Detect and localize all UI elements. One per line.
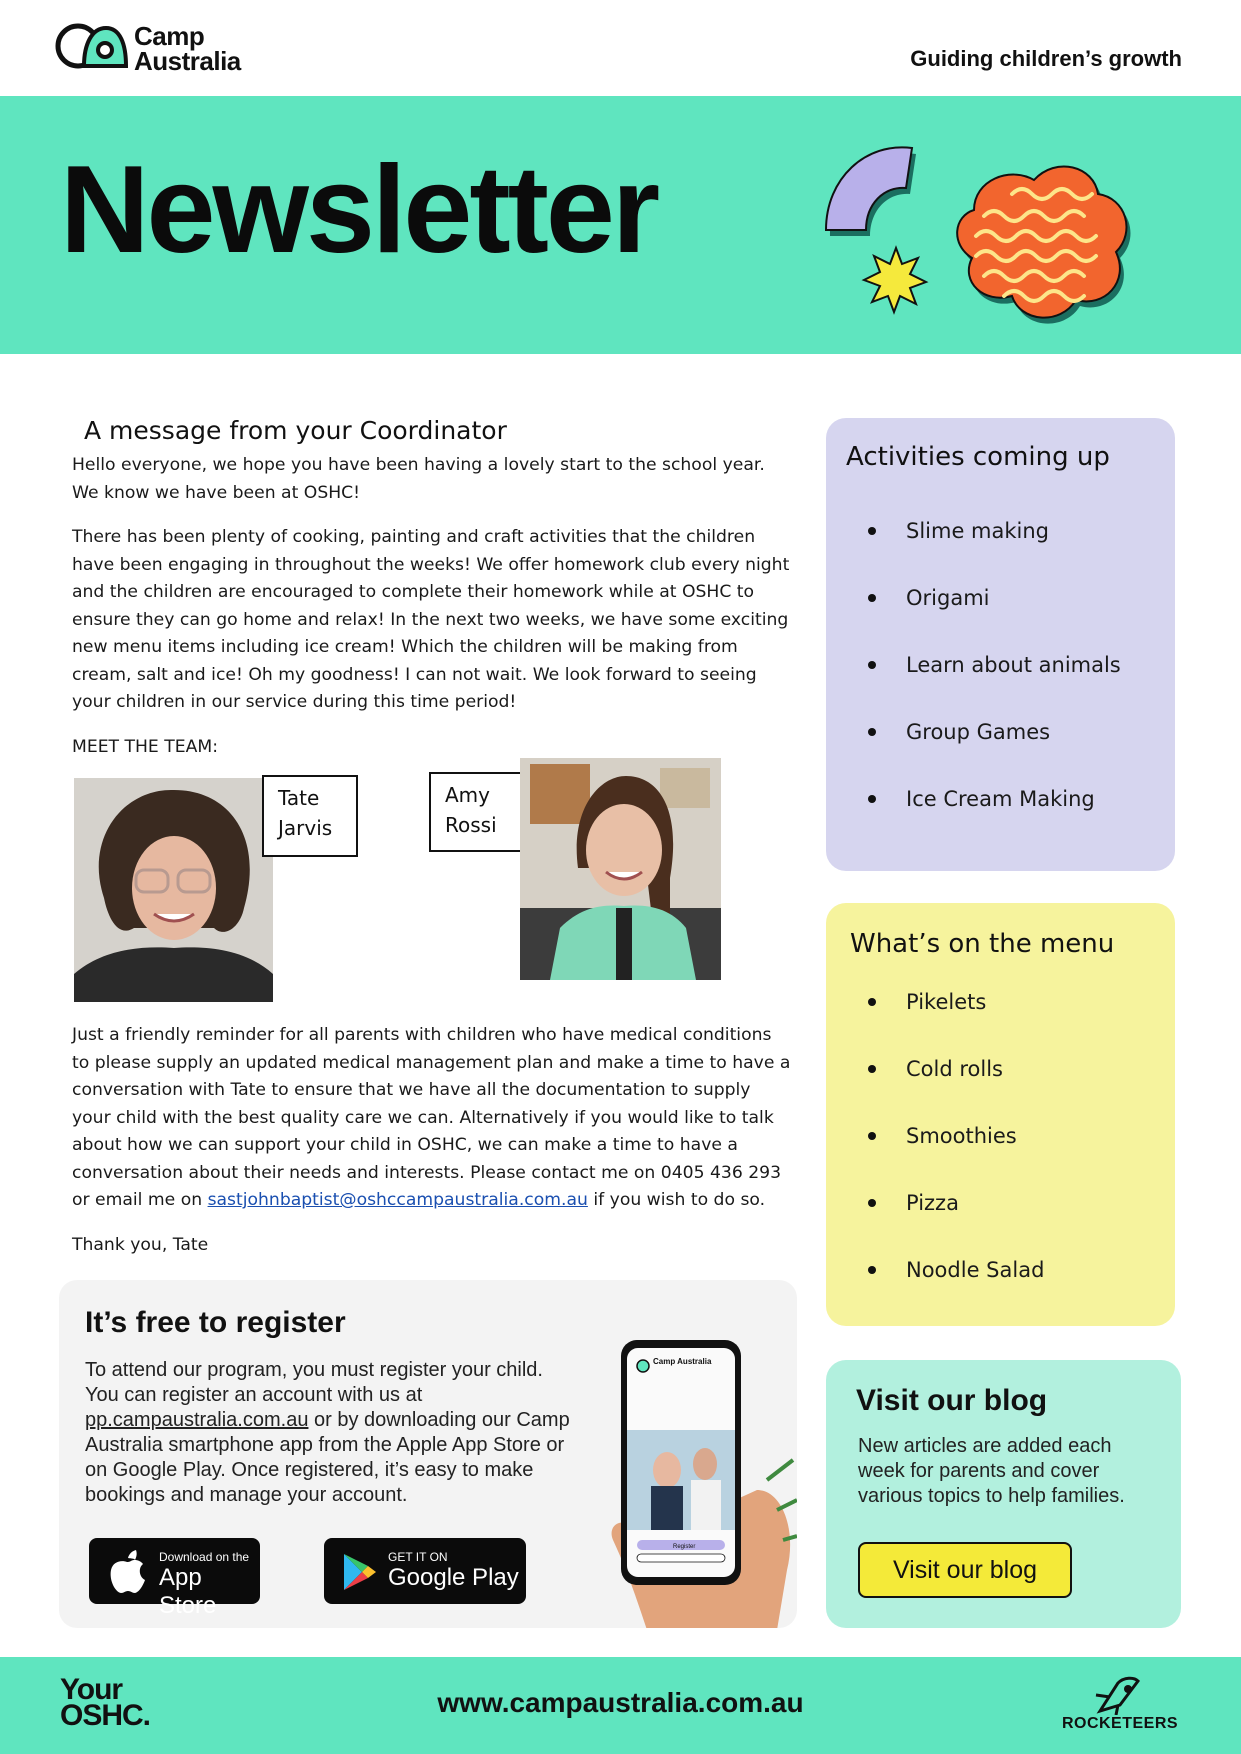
contact-email-link[interactable]: sastjohnbaptist@oshccampaustralia.com.au <box>207 1190 588 1210</box>
your-oshc-logo: Your OSHC. <box>60 1673 151 1732</box>
camp-australia-logo-icon <box>54 22 130 70</box>
register-title: It’s free to register <box>85 1306 346 1339</box>
rocketeers-logo <box>1050 1675 1190 1745</box>
logo-wordmark: Camp Australia <box>134 21 241 76</box>
rocket-icon <box>1090 1675 1150 1715</box>
menu-title: What’s on the menu <box>850 929 1115 959</box>
app-store-small-text: Download on the <box>159 1550 250 1564</box>
list-item: Ice Cream Making <box>858 784 1121 851</box>
parent-portal-link[interactable]: pp.campaustralia.com.au <box>85 1409 309 1431</box>
app-store-button[interactable] <box>89 1538 260 1619</box>
visit-blog-button[interactable]: Visit our blog <box>858 1542 1072 1598</box>
phone-logo-text: Camp Australia <box>653 1357 712 1366</box>
menu-list <box>858 987 1044 1322</box>
menu-panel <box>826 903 1175 1326</box>
blog-title: Visit our blog <box>856 1384 1048 1417</box>
coordinator-heading: A message from your Coordinator <box>84 416 507 445</box>
list-item: Group Games <box>858 717 1121 784</box>
amy-portrait-image <box>520 758 721 980</box>
activities-title: Activities coming up <box>846 442 1110 472</box>
amy-name-label: Amy Rossi <box>429 772 525 852</box>
app-store-big-text: App Store <box>159 1564 217 1619</box>
medical-reminder-paragraph: Just a friendly reminder for all parents with children who have medical conditions to please supply an updated medical management plan and make a time to have a conversation with Tate to ensure that we have all the documentation to supply your child with the best quality care we can. Alternatively if you would like to talk about how we can support your child in OSHC, we can make a time to have a conversation about their needs and interests. Please contact me on 0405 436 293 or email me on sastjohnbaptist@oshccampaustralia.com.au if you wish to do so. <box>72 1025 791 1210</box>
google-play-icon <box>342 1552 378 1592</box>
amy-rossi-photo <box>520 758 721 980</box>
phone-register-button: Register <box>673 1544 696 1550</box>
list-item: Noodle Salad <box>858 1255 1044 1322</box>
camp-australia-logo <box>54 22 254 78</box>
google-play-button[interactable] <box>324 1538 526 1604</box>
meet-the-team-label: MEET THE TEAM: <box>72 737 218 757</box>
google-play-small-text: GET IT ON <box>388 1550 448 1564</box>
tate-name-label: Tate Jarvis <box>262 775 358 857</box>
blog-panel <box>826 1360 1181 1628</box>
google-play-big-text: Google Play <box>388 1564 519 1591</box>
signoff: Thank you, Tate <box>72 1235 209 1255</box>
tagline: Guiding children’s growth <box>910 46 1182 71</box>
intro-paragraph: Hello everyone, we hope you have been having a lovely start to the school year. We know we have been at OSHC! <box>72 455 765 503</box>
list-item: Pizza <box>858 1188 1044 1255</box>
activities-paragraph: There has been plenty of cooking, painting and craft activities that the children have been engaging in throughout the weeks! We offer homework club every night and the children are encouraged to complete their homework while at OSHC to ensure they can go home and relax! In the next two weeks, we have some exciting new menu items including ice cream! Which the children will be making from cream, salt and ice! Oh my goodness! I can not wait. We look forward to seeing your children in our service during this time period! <box>72 527 790 712</box>
apple-icon <box>107 1550 147 1594</box>
activities-list <box>858 516 1121 851</box>
banner-title: Newsletter <box>60 141 658 279</box>
footer <box>0 1657 1241 1754</box>
activities-panel <box>826 418 1175 871</box>
list-item: Cold rolls <box>858 1054 1044 1121</box>
list-item: Learn about animals <box>858 650 1121 717</box>
tate-jarvis-photo <box>74 778 273 1002</box>
rocketeers-text: ROCKETEERS <box>1061 1715 1179 1732</box>
list-item: Origami <box>858 583 1121 650</box>
tate-portrait-image <box>74 778 273 1002</box>
list-item: Pikelets <box>858 987 1044 1054</box>
newsletter-banner <box>0 96 1241 354</box>
register-panel <box>59 1280 797 1628</box>
list-item: Slime making <box>858 516 1121 583</box>
decorative-shapes-illustration <box>824 136 1164 336</box>
blog-description: New articles are added each week for parents and cover various topics to help families. <box>858 1435 1125 1507</box>
list-item: Smoothies <box>858 1121 1044 1188</box>
register-text: To attend our program, you must register your child. You can register an account with us at pp.campaustralia.com.au or by downloading our Camp Australia smartphone app from the Apple App Store or on Google Play. Once registered, it’s easy to make bookings and manage your account. <box>85 1359 570 1506</box>
website-link[interactable]: www.campaustralia.com.au <box>437 1687 804 1718</box>
phone-in-hand-illustration <box>607 1340 797 1628</box>
